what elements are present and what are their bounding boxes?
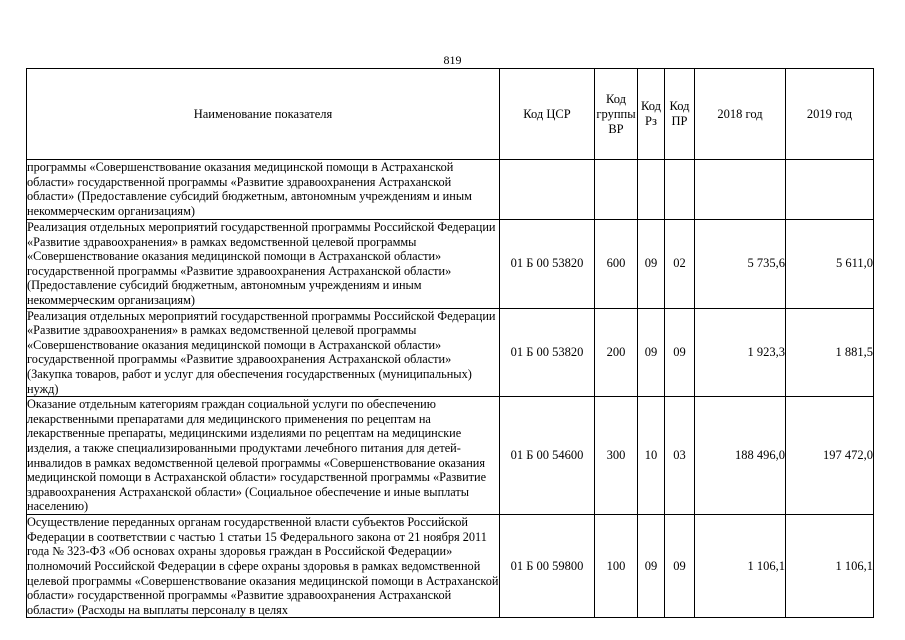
row-vr [595, 160, 638, 220]
row-rz [638, 160, 665, 220]
header-2018: 2018 год [695, 69, 786, 160]
table-body [27, 160, 874, 618]
header-2019: 2019 год [786, 69, 874, 160]
row-name: Осуществление переданных органам государственной власти субъектов Российской Федерации в соответствии с частью 1 статьи 15 Федерального закона от 21 ноября 2011 года № 323-ФЗ «Об основах охраны здоровья граждан в Российской Федерации» полномочий Российской Федерации в сфере охраны здоровья в рамках ведомственной целевой программы «Совершенствование оказания медицинской помощи в Астраханской области» государственной программы «Развитие здравоохранения Астраханской области» (Расходы на выплаты персоналу в целях [27, 515, 499, 617]
header-rz: Код Рз [638, 69, 665, 160]
row-2018 [695, 160, 786, 220]
row-name: Реализация отдельных мероприятий государственной программы Российской Федерации «Развитие здравоохранения» в рамках ведомственной целевой программы «Совершенствование оказания медицинской помощи в Астраханской области» государственной программы «Развитие здравоохранения Астраханской области» (Предоставление субсидий бюджетным, автономным учреждениям и иным некоммерческим организациям) [27, 220, 500, 309]
row-pr: 09 [665, 515, 695, 618]
budget-table [26, 68, 874, 618]
table-row [27, 160, 874, 220]
row-2019: 1 106,1 [786, 515, 874, 618]
row-rz: 09 [638, 220, 665, 309]
row-pr [665, 160, 695, 220]
row-vr: 100 [595, 515, 638, 618]
table-row [27, 515, 874, 618]
header-name: Наименование показателя [27, 69, 500, 160]
row-2018: 1 923,3 [695, 308, 786, 397]
row-name: Оказание отдельным категориям граждан социальной услуги по обеспечению лекарственными препаратами для медицинского применения по рецептам на лекарственные препараты, медицинскими изделиями по рецептам на медицинские изделия, а также специализированными продуктами лечебного питания для детей-инвалидов в рамках ведомственной целевой программы «Совершенствование оказания медицинской помощи в Астраханской области» государственной программы «Развитие здравоохранения Астраханской области» (Социальное обеспечение и иные выплаты населению) [27, 397, 500, 515]
row-2019: 197 472,0 [786, 397, 874, 515]
row-name: Реализация отдельных мероприятий государственной программы Российской Федерации «Развитие здравоохранения» в рамках ведомственной целевой программы «Совершенствование оказания медицинской помощи в Астраханской области» государственной программы «Развитие здравоохранения Астраханской области» (Закупка товаров, работ и услуг для обеспечения государственных (муниципальных) нужд) [27, 308, 500, 397]
row-csr: 01 Б 00 54600 [500, 397, 595, 515]
row-csr: 01 Б 00 53820 [500, 308, 595, 397]
row-pr: 03 [665, 397, 695, 515]
header-pr: Код ПР [665, 69, 695, 160]
row-rz: 10 [638, 397, 665, 515]
row-csr: 01 Б 00 59800 [500, 515, 595, 618]
row-name: программы «Совершенствование оказания медицинской помощи в Астраханской области» государственной программы «Развитие здравоохранения Астраханской области» (Предоставление субсидий бюджетным, автономным учреждениям и иным некоммерческим организациям) [27, 160, 500, 220]
table-row [27, 220, 874, 309]
row-2019 [786, 160, 874, 220]
row-vr: 600 [595, 220, 638, 309]
row-2018: 5 735,6 [695, 220, 786, 309]
row-pr: 09 [665, 308, 695, 397]
row-rz: 09 [638, 515, 665, 618]
header-vr: Код группы ВР [595, 69, 638, 160]
row-pr: 02 [665, 220, 695, 309]
table-row [27, 397, 874, 515]
row-csr [500, 160, 595, 220]
row-vr: 200 [595, 308, 638, 397]
row-2019: 5 611,0 [786, 220, 874, 309]
row-2018: 1 106,1 [695, 515, 786, 618]
row-csr: 01 Б 00 53820 [500, 220, 595, 309]
row-vr: 300 [595, 397, 638, 515]
row-rz: 09 [638, 308, 665, 397]
header-csr: Код ЦСР [500, 69, 595, 160]
table-row [27, 308, 874, 397]
row-2019: 1 881,5 [786, 308, 874, 397]
table-header [27, 69, 874, 160]
page-number: 819 [443, 53, 462, 67]
row-2018: 188 496,0 [695, 397, 786, 515]
header-row [27, 69, 874, 160]
